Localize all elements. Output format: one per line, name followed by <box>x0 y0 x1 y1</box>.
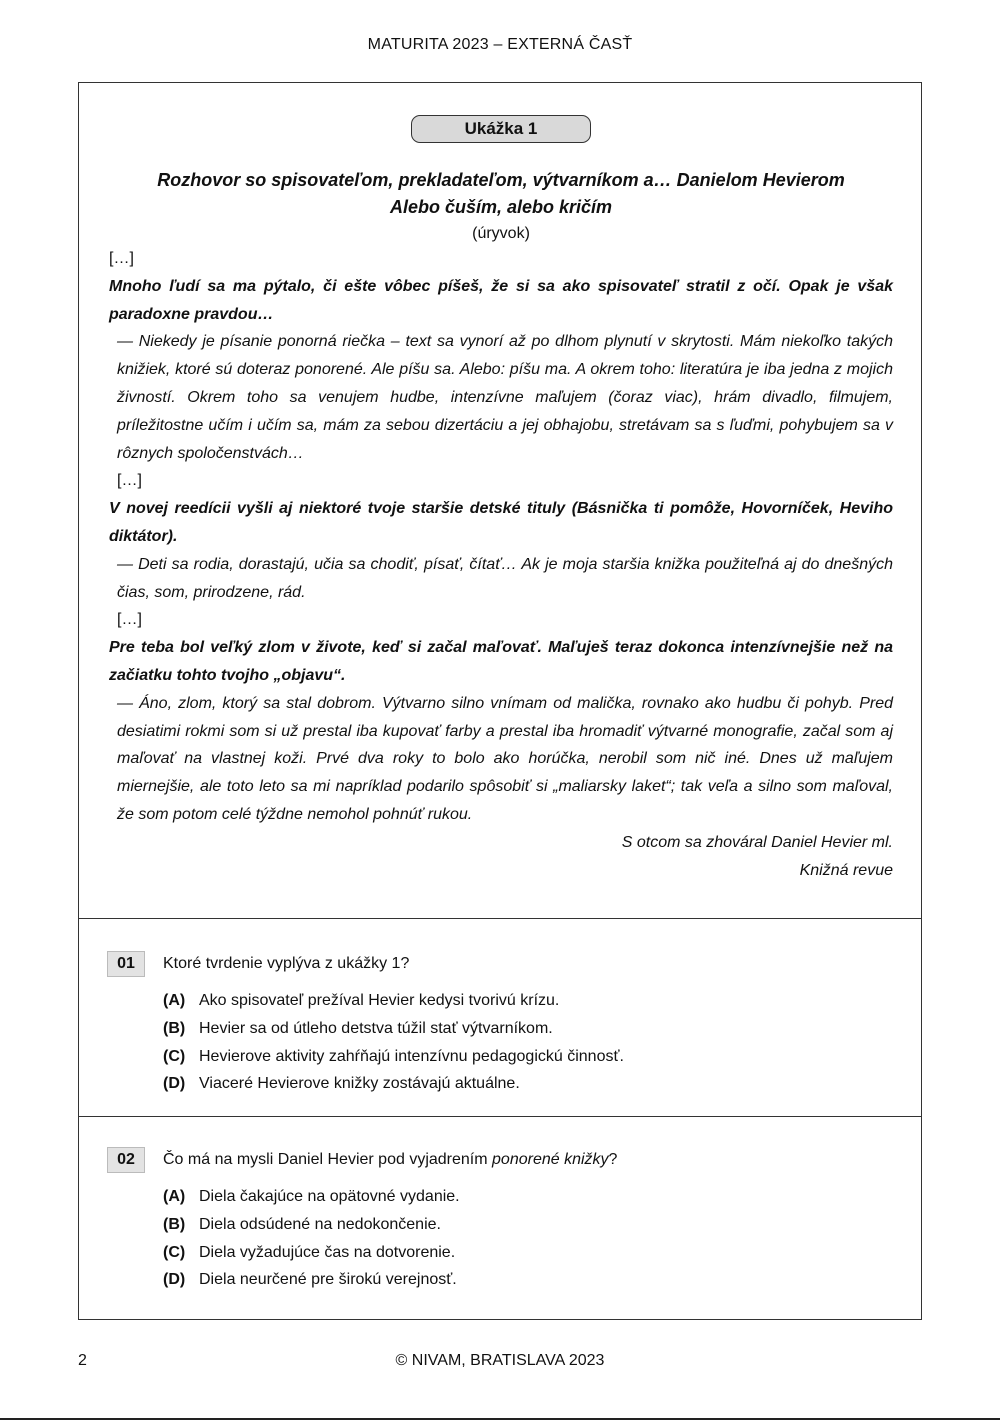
option-letter: (A) <box>163 992 186 1009</box>
option-c[interactable] <box>163 1239 460 1267</box>
ellipsis: […] <box>117 611 142 629</box>
page-header: MATURITA 2023 – EXTERNÁ ČASŤ <box>367 36 633 53</box>
question-02 <box>79 1117 921 1319</box>
option-text: Ako spisovateľ prežíval Hevier kedysi tvorivú krízu. <box>199 992 560 1009</box>
interview-question-3: Pre teba bol veľký zlom v živote, keď si začal maľovať. Maľuješ teraz dokonca intenzívnejšie než na začiatku tohto tvojho „objavu“. <box>109 639 893 684</box>
bottom-rule <box>0 1418 1000 1420</box>
question-text-term: ponorené knižky <box>492 1151 609 1168</box>
option-text: Diela vyžadujúce čas na dotvorenie. <box>199 1243 456 1261</box>
question-01 <box>79 919 921 1117</box>
option-letter: (B) <box>163 1019 186 1037</box>
option-text: Viaceré Hevierove knižky zostávajú aktuálne. <box>199 1075 520 1093</box>
ellipsis: […] <box>109 250 134 267</box>
option-letter: (C) <box>163 1243 186 1261</box>
question-text <box>163 1151 617 1169</box>
option-text: Hevierove aktivity zahŕňajú intenzívnu pedagogickú činnosť. <box>199 1047 624 1065</box>
options-list <box>163 1183 460 1294</box>
options-list <box>163 987 624 1098</box>
option-letter: (C) <box>163 1047 186 1065</box>
option-b[interactable] <box>163 1211 460 1239</box>
interview-answer-3: — Áno, zlom, ktorý sa stal dobrom. Výtvarno silno vnímam od malička, rovnako ako hudbu či pohyb. Pred desiatimi rokmi som si už prestal iba kupovať farby a prestal iba hromadiť výtvarné monografie, začal som aj maľovať na vlastnej koži. Prvé dva roky to bolo ako horúčka, nerobil som nič iné. Dnes už maľujem miernejšie, ale toto leto sa mi napríklad podarilo spôsobiť si „maliarsky laket“; tak veľa a silno som maľoval, že som potom celé týždne nemohol pohnúť rukou. <box>117 694 893 823</box>
page-number: 2 <box>78 1352 87 1369</box>
option-a[interactable] <box>163 1183 460 1211</box>
interview-question-2: V novej reedícii vyšli aj niektoré tvoje staršie detské tituly (Básnička ti pomôže, Hovorníček, Heviho diktátor). <box>109 500 893 545</box>
option-letter: (D) <box>163 1075 186 1093</box>
sample-label: Ukážka 1 <box>411 115 591 143</box>
sample-section <box>79 83 921 919</box>
question-text-start: Čo má na mysli Daniel Hevier pod vyjadrením <box>163 1151 493 1168</box>
option-d[interactable] <box>163 1070 624 1098</box>
sample-subtitle: (úryvok) <box>472 225 530 242</box>
option-text: Diela neurčené pre širokú verejnosť. <box>199 1271 457 1289</box>
ellipsis: […] <box>117 472 142 490</box>
option-letter: (A) <box>163 1188 186 1205</box>
source: Knižná revue <box>799 861 893 879</box>
sample-title <box>99 167 903 221</box>
option-b[interactable] <box>163 1015 624 1043</box>
question-number: 01 <box>107 951 145 977</box>
option-letter: (B) <box>163 1215 186 1233</box>
question-number: 02 <box>107 1147 145 1173</box>
page-footer: © NIVAM, BRATISLAVA 2023 <box>395 1352 605 1369</box>
option-text: Diela čakajúce na opätovné vydanie. <box>199 1188 460 1205</box>
signature: S otcom sa zhováral Daniel Hevier ml. <box>621 833 893 851</box>
interview-answer-1: — Niekedy je písanie ponorná riečka – text sa vynorí až po dlhom plynutí v skrytosti. Mám niekoľko takých knižiek, ktoré sú doteraz ponorené. Ale píšu sa. Alebo: píšu ma. A okrem toho: literatúra je iba jedna z mojich živností. Okrem toho sa venujem hudbe, intenzívne maľujem (čoraz viac), hrám divadlo, filmujem, príležitostne učím i učím sa, mám za sebou dizertáciu a jej obhajobu, stretávam sa s ľuďmi, pohybujem sa v rôznych spoločenstvách… <box>117 333 893 462</box>
question-text: Ktoré tvrdenie vyplýva z ukážky 1? <box>163 955 410 972</box>
sample-title-line2: Alebo čuším, alebo kričím <box>389 197 613 217</box>
interview-text <box>109 245 893 884</box>
option-text: Hevier sa od útleho detstva túžil stať výtvarníkom. <box>199 1019 553 1037</box>
interview-answer-2: — Deti sa rodia, dorastajú, učia sa chodiť, písať, čítať… Ak je moja staršia knižka použiteľná aj do dnešných čias, som, prirodzene, rád. <box>117 555 893 601</box>
sample-title-line1: Rozhovor so spisovateľom, prekladateľom, výtvarníkom a… Danielom Hevierom <box>157 170 845 190</box>
option-letter: (D) <box>163 1271 186 1289</box>
option-text: Diela odsúdené na nedokončenie. <box>199 1215 441 1233</box>
exam-frame <box>78 82 922 1320</box>
question-text-end: ? <box>608 1151 618 1168</box>
option-a[interactable] <box>163 987 624 1015</box>
option-d[interactable] <box>163 1266 460 1294</box>
option-c[interactable] <box>163 1043 624 1071</box>
interview-question-1: Mnoho ľudí sa ma pýtalo, či ešte vôbec píšeš, že si sa ako spisovateľ stratil z očí. Opak je však paradoxne pravdou… <box>109 277 893 323</box>
